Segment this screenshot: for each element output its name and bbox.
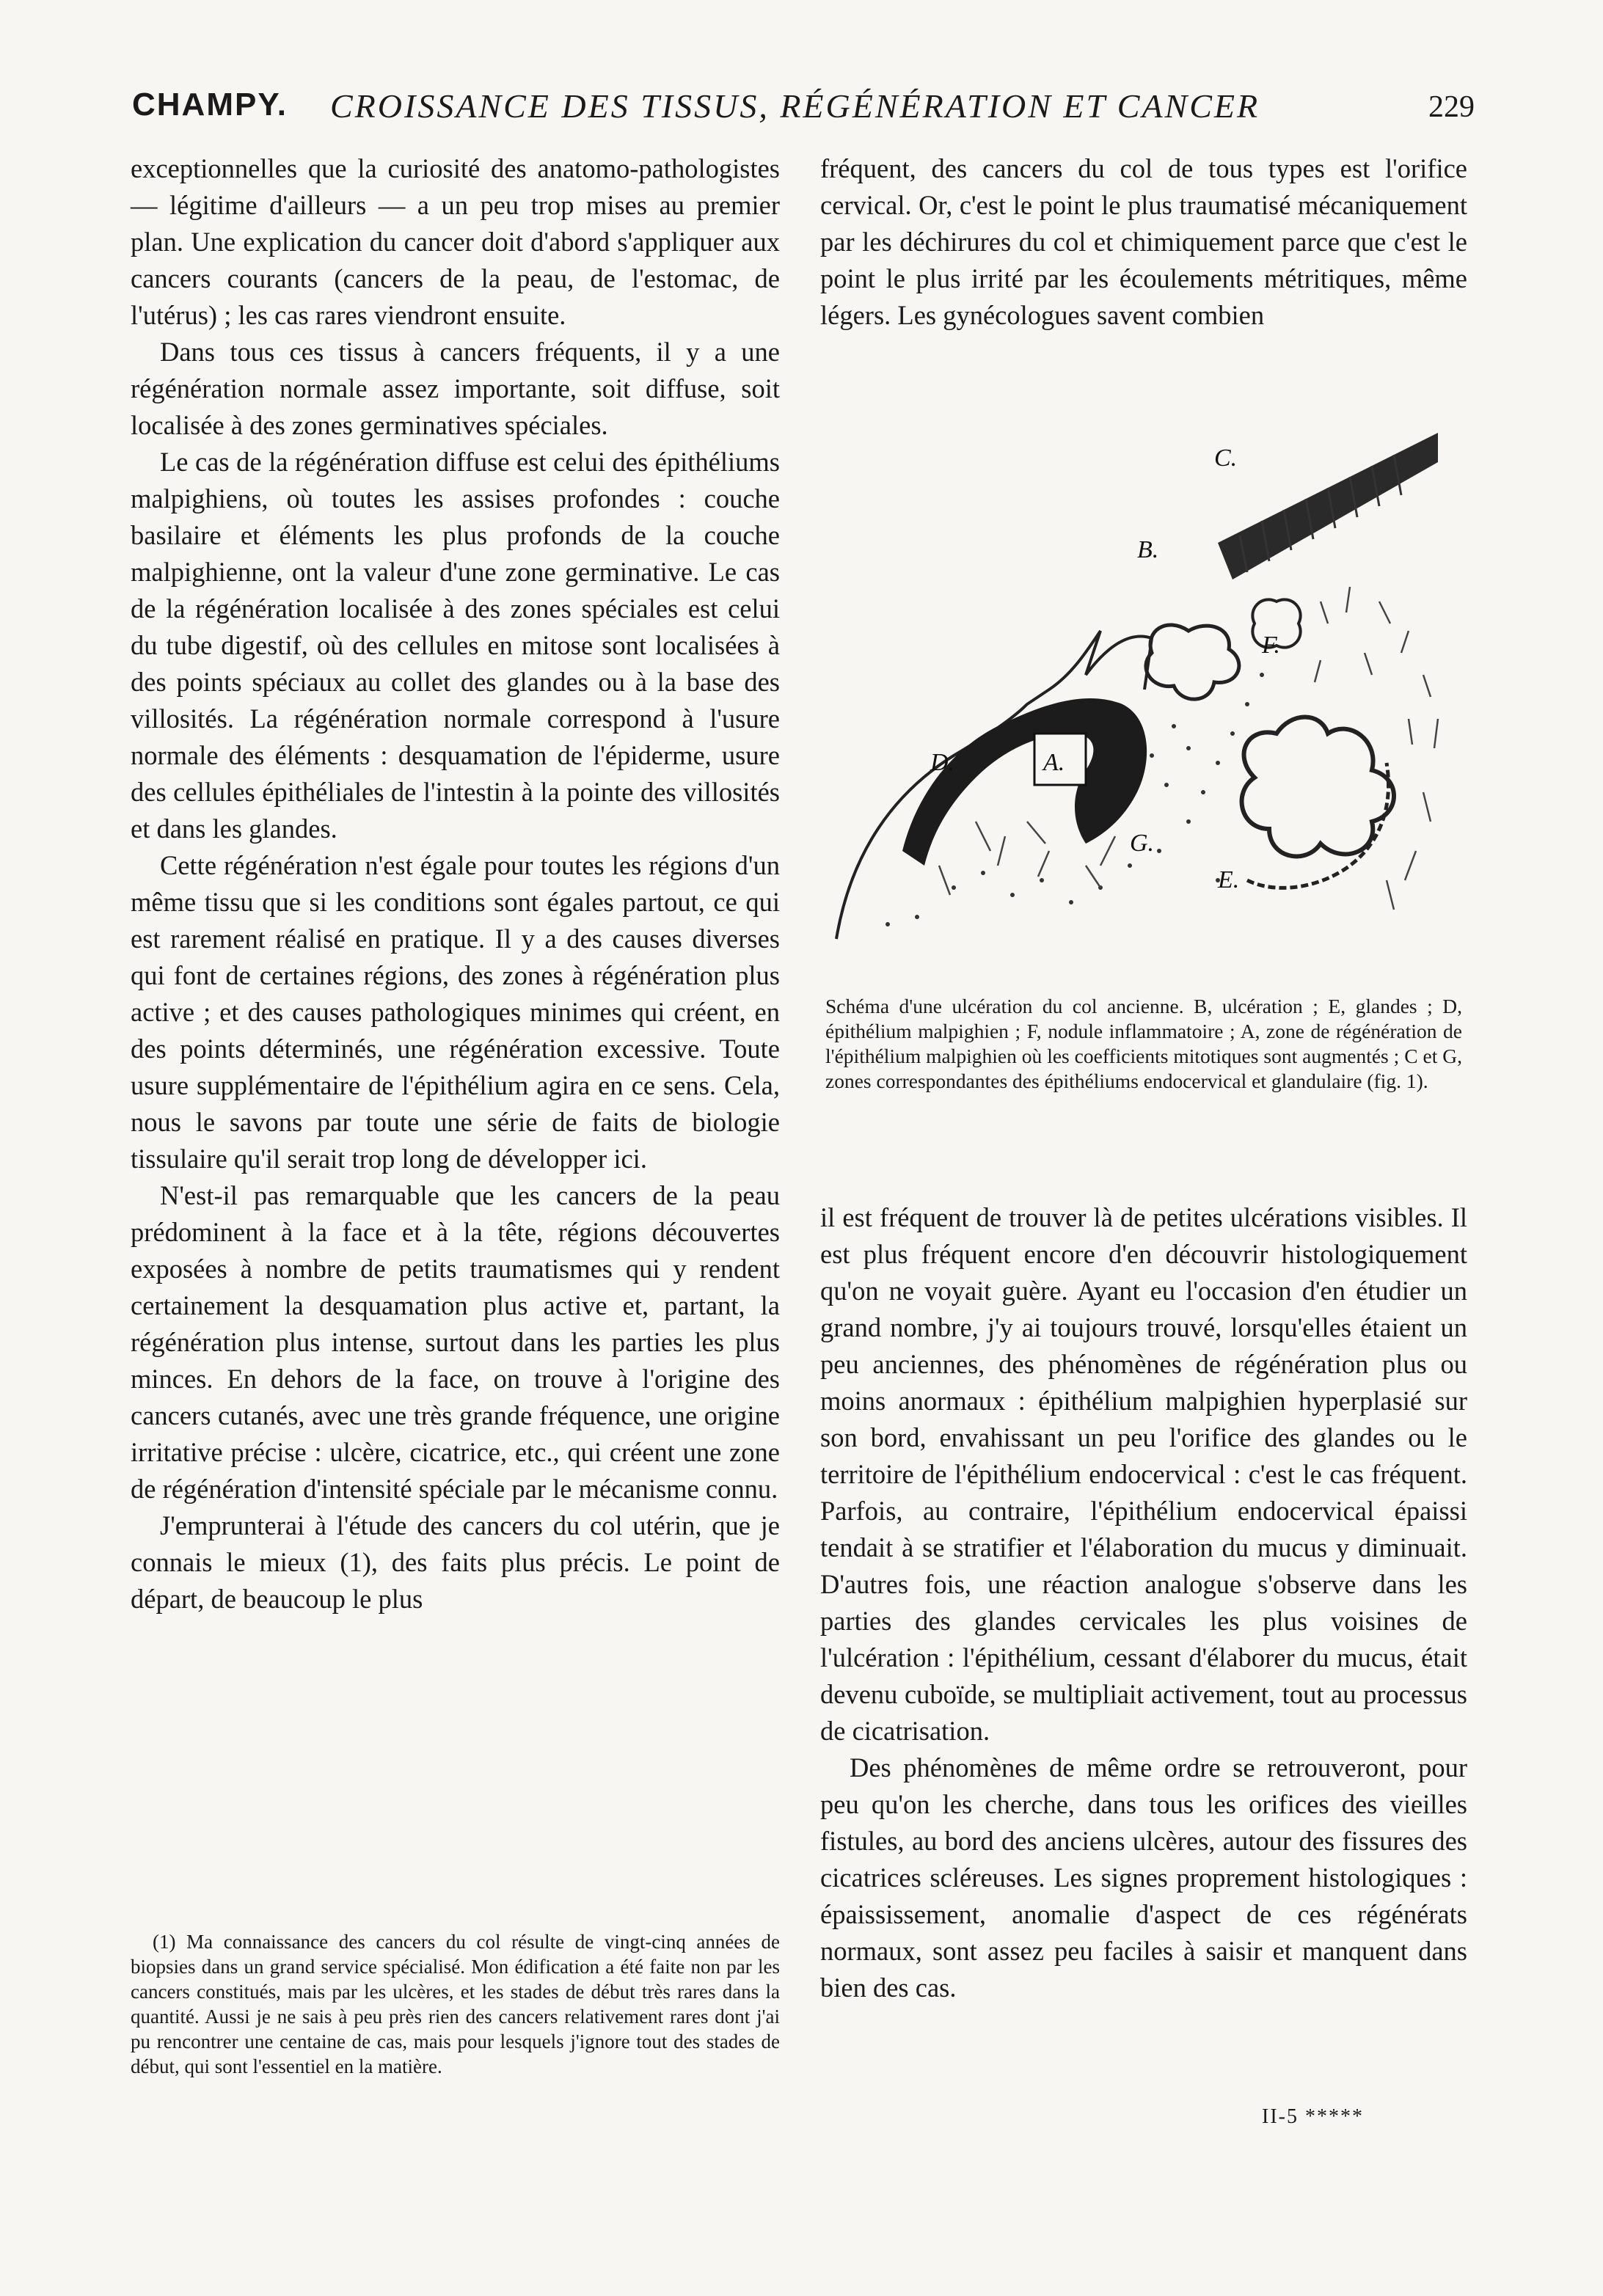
paragraph: J'emprunterai à l'étude des cancers du col utérin, que je connais le mieux (1), des faits plus précis. Le point de départ, de beaucoup le plus <box>131 1510 780 1614</box>
figure-label-d: D. <box>930 749 955 776</box>
figure-label-a: A. <box>1043 749 1065 776</box>
paragraph: il est fréquent de trouver là de petites ulcérations visibles. Il est plus fréquent encore d'en découvrir histologiquement qu'on ne voyait guère. Ayant eu l'occasion d'en étudier un grand nombre, j'y ai toujours trouvé, lorsqu'elles étaient un peu anciennes, des phénomènes de régénération plus ou moins anormaux : épithélium malpighien hyperplasié sur son bord, envahissant un peu l'orifice des glandes ou le territoire de l'épithélium endocervical : c'est le cas fréquent. Parfois, au contraire, l'épithélium endocervical épaissi tendait à se stratifier et l'élaboration du mucus y diminuait. D'autres fois, une réaction analogue s'observe dans les parties des glandes cervicales les plus voisines de l'ulcération : l'épithélium, cessant d'élaborer du mucus, était devenu cuboïde, se multipliait activement, tout au processus de cicatrisation. <box>820 1202 1467 1746</box>
header-title: CROISSANCE DES TISSUS, RÉGÉNÉRATION ET CANCER <box>330 87 1260 125</box>
paragraph: N'est-il pas remarquable que les cancers de la peau prédominent à la face et à la tête, régions découvertes exposées à nombre de petits traumatismes qui y rendent certainement la desquamation plus active et, partant, la régénération plus intense, surtout dans les parties les plus minces. En dehors de la face, on trouve à l'origine des cancers cutanés, avec une très grande fréquence, une origine irritative précise : ulcère, cicatrice, etc., qui créent une zone de régénération d'intensité spéciale par le mécanisme connu. <box>131 1180 780 1504</box>
figure-caption <box>825 994 1462 1094</box>
right-column-top <box>820 150 1467 334</box>
footnote-text: (1) Ma connaissance des cancers du col résulte de vingt-cinq années de biopsies dans un grand service spécialisé. Mon édification a été faite non par les cancers constitués, mais par les ulcères, et les stades de début très rares dans la quantité. Aussi je ne sais à peu près rien des cancers relativement rares dont j'ai pu rencontrer une centaine de cas, mais pour lesquels j'ignore tout des stades de début, qui sont l'essentiel en la matière. <box>131 1931 780 2077</box>
right-column-bottom <box>820 1199 1467 2006</box>
paragraph: fréquent, des cancers du col de tous types est l'orifice cervical. Or, c'est le point le plus traumatisé mécaniquement par les déchirures du col et chimiquement parce que c'est le point le plus irrité par les écoulements métritiques, même légers. Les gynécologues savent combien <box>820 153 1467 330</box>
caption-text: Schéma d'une ulcération du col ancienne. B, ulcération ; E, glandes ; D, épithélium malpighien ; F, nodule inflammatoire ; A, zone de régénération de l'épithélium malpighien où les coefficients mitotiques sont augmentés ; C et G, zones correspondantes des épithéliums endocervical et glandulaire (fig. 1). <box>825 995 1462 1092</box>
paragraph: exceptionnelles que la curiosité des anatomo-pathologistes — légitime d'ailleurs — a un peu trop mises au premier plan. Une explication du cancer doit d'abord s'appliquer aux cancers courants (cancers de la peau, de l'estomac, de l'utérus) ; les cas rares viendront ensuite. <box>131 153 780 330</box>
figure-label-b: B. <box>1137 536 1159 563</box>
figure-label-e: E. <box>1218 866 1240 893</box>
left-column <box>131 150 780 1617</box>
paragraph: Le cas de la régénération diffuse est celui des épithéliums malpighiens, où toutes les assises profondes : couche basilaire et éléments les plus profonds de la couche malpighienne, ont la valeur d'une zone germinative. Le cas de la régénération localisée à des zones spéciales est celui du tube digestif, où des cellules en mitose sont localisées à des points spéciaux au collet des glandes ou à la base des villosités. La régénération normale correspond à l'usure normale des éléments : desquamation de l'épiderme, usure des cellules épithéliales de l'intestin à la pointe des villosités et dans les glandes. <box>131 447 780 844</box>
header-author: CHAMPY. <box>132 87 288 123</box>
figure-label-f: F. <box>1262 632 1280 659</box>
figure-drawing <box>807 411 1467 983</box>
figure-ulceration-schema <box>807 411 1467 983</box>
printer-signature: II-5 ***** <box>1262 2105 1364 2128</box>
footnote <box>131 1929 780 2079</box>
running-header <box>132 87 1475 138</box>
figure-label-g: G. <box>1130 830 1155 857</box>
paragraph: Dans tous ces tissus à cancers fréquents, il y a une régénération normale assez importante, soit diffuse, soit localisée à des zones germinatives spéciales. <box>131 337 780 440</box>
figure-label-c: C. <box>1214 445 1238 472</box>
page-number: 229 <box>1428 90 1475 124</box>
paragraph: Des phénomènes de même ordre se retrouveront, pour peu qu'on les cherche, dans tous les orifices des vieilles fistules, au bord des anciens ulcères, autour des fissures des cicatrices scléreuses. Les signes proprement histologiques : épaississement, anomalie d'aspect de ces régénérats normaux, sont assez peu faciles à saisir et manquent dans bien des cas. <box>820 1752 1467 2003</box>
paragraph: Cette régénération n'est égale pour toutes les régions d'un même tissu que si les conditions sont égales partout, ce qui est rarement réalisé en pratique. Il y a des causes diverses qui font de certaines régions, des zones à régénération plus active ; et des causes pathologiques minimes qui créent, en des points déterminés, une régénération excessive. Toute usure supplémentaire de l'épithélium agira en ce sens. Cela, nous le savons par toute une série de faits de biologie tissulaire qu'il serait trop long de développer ici. <box>131 850 780 1174</box>
